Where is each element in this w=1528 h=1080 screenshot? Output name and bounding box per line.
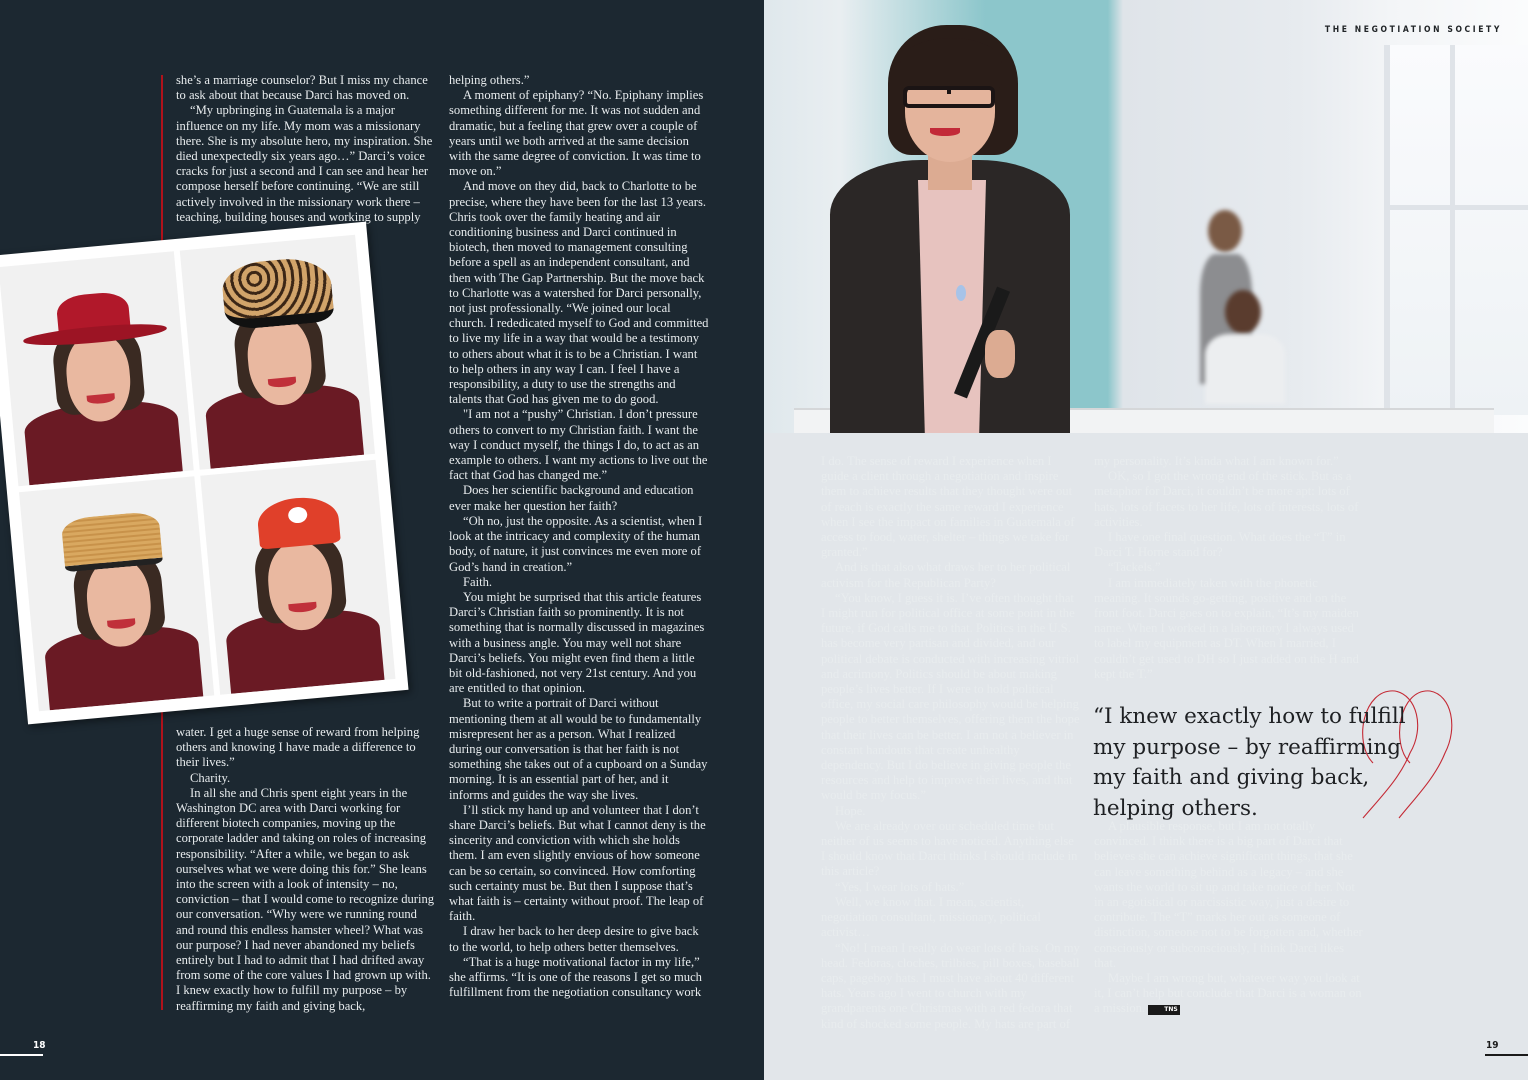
paragraph: she’s a marriage counselor? But I miss my chance to ask about that because Darci has moved on. bbox=[176, 73, 428, 103]
paragraph: "I am not a “pushy” Christian. I don’t pressure others to convert to my Christian faith. I want the way I conduct myself, the things I do, to act as an example to others. I want my actions to live out the fact that God has changed me.” bbox=[449, 407, 708, 483]
paragraph: You might be surprised that this article features Darci’s Christian faith so prominently. It is not something that is normally discussed in magazines with a business angle. You may well not share Darci’s beliefs. You might even find them a little bit old-fashioned, not very 21st century. And you are entitled to that opinion. bbox=[449, 589, 705, 696]
article-column-left-1-bottom bbox=[176, 725, 436, 1014]
article-column-left-2 bbox=[449, 73, 709, 1000]
paragraph: I draw her back to her deep desire to give back to the world, to help others better themselves. bbox=[449, 924, 699, 954]
folio-rule-left bbox=[0, 1054, 43, 1056]
photo-red-fedora bbox=[0, 251, 194, 486]
paragraph: Does her scientific background and education ever make her question her faith? bbox=[449, 483, 694, 513]
paragraph: “You know, I guess it is. I’ve often thought that I might run for political office at some point in the future, if God calls me to that. Politics in the U.S. has become very partisan and divided, and our political debate is conducted with increasing vitriol and acrimony. Politics should be about making people’s lives better. If I were to hold political office, my social care philosophy would be helping people to better themselves, offering them the hope that their lives can be better. I am not a believer in constant handouts that create unhealthy dependency. But I do believe in giving people the resources and help to improve their lives, and that would be my focus.” bbox=[821, 590, 1080, 803]
article-column-right-2-bottom bbox=[1094, 819, 1364, 1017]
paragraph: helping others.” bbox=[449, 73, 530, 87]
article-column-right-1 bbox=[821, 454, 1081, 1032]
subject-blouse bbox=[918, 180, 986, 433]
masthead: THE NEGOTIATION SOCIETY bbox=[1324, 25, 1502, 35]
paragraph: I’ll stick my hand up and volunteer that I don’t share Darci’s beliefs. But what I cannot deny is the sincerity and conviction with which she holds them. I am even slightly envious of how someone can be so certain, so convinced. How comforting such certainty must be. But then I suppose that’s what faith is – certainty without proof. The leap of faith. bbox=[449, 802, 706, 924]
hat-photo-collage bbox=[0, 222, 409, 725]
paragraph: “No! I mean I really do wear lots of hats. On my head. Fedoras, cloches, trilbies, pill boxes, baseball caps, pageboy hats. I must have about 40 different hats. Years ago I went to church with my grandparents one Christmas with a red fedora that kind of shocked some people. My hats are part of bbox=[821, 940, 1080, 1031]
tns-end-mark-icon: TNS bbox=[1148, 1005, 1179, 1015]
paragraph: OK, so I got the wrong end of the stick. But as a metaphor for Darci, it couldn’t be more apt: lots of hats, lots of facets to her life, lots of interests, lots of activities. bbox=[1094, 469, 1359, 529]
article-column-left-1-top bbox=[176, 73, 434, 225]
paragraph: We are already over our scheduled time but neither of us seems to have noticed. Anything else I should know that Darci thinks I should include in this article? bbox=[821, 818, 1078, 879]
paragraph: “Oh no, just the opposite. As a scientist, when I look at the intricacy and complexity of the human body, of nature, it just convinces me even more of God’s hand in creation.” bbox=[449, 513, 703, 574]
paragraph: And is that also what draws her to her political activism for the Republican Party? bbox=[821, 560, 1071, 590]
paragraph: In all she and Chris spent eight years in the Washington DC area with Darci working for different biotech companies, moving up the corporate ladder and taking on roles of increasing responsibility. “After a while, we began to ask ourselves what we were doing this for.” She leans into the screen with a look of intensity – no, conviction – that I would come to recognize during our conversation. “Why were we running round and round this endless hamster wheel? What was our purpose? I had never abandoned my beliefs entirely but I had to admit that I had drifted away from some of the core values I had grown up with. I knew exactly how to fulfill my purpose – by reaffirming my faith and giving back, bbox=[176, 785, 435, 1013]
paragraph: “My upbringing in Guatemala is a major influence on my life. My mom was a missionary there. She is my absolute hero, my inspiration. She died unexpectedly six years ago…” Darci’s voice cracks for just a second and I can see and hear her compose herself before continuing. “We are still actively involved in the missionary work there – teaching, building houses and working to supply bbox=[176, 103, 433, 224]
paragraph: I do. The sense of reward I experience when I guide a client through a negotiation and inspire them to achieve results that they thought were out of reach is exactly the same reward I experience when I see the impact on families in Guatemala of access to food, water, shelter – things we take for granted.” bbox=[821, 454, 1075, 560]
page-number-left: 18 bbox=[33, 1040, 46, 1051]
page-number-right: 19 bbox=[1486, 1040, 1499, 1051]
photo-straw-trilby bbox=[19, 476, 214, 711]
paragraph: Maybe I am wrong but, whatever way you look at it, I can’t help but conclude that Darci is a woman on a mission. TNS bbox=[1094, 971, 1362, 1016]
paragraph: I have one final question. What does the “T” in Darci T. Horne stand for? bbox=[1094, 530, 1346, 560]
paw-logo-icon bbox=[287, 506, 308, 524]
paragraph: water. I get a huge sense of reward from helping others and knowing I have made a difference to their lives.” bbox=[176, 725, 420, 770]
subject-pendant bbox=[956, 285, 966, 301]
paragraph: Hope. bbox=[835, 803, 866, 818]
paragraph: Well, we know that. I mean, scientist, negotiation consultant, missionary, political activist… bbox=[821, 894, 1041, 940]
paragraph: Faith. bbox=[463, 574, 493, 589]
paragraph: A moment of epiphany? “No. Epiphany implies something different for me. It was not sudden and dramatic, but a feeling that grew over a couple of years until we both arrived at the same decision with the same degree of conviction. It was time to move on.” bbox=[449, 88, 704, 179]
paragraph: And move on they did, back to Charlotte to be precise, where they have been for the last 13 years. Chris took over the family heating and air conditioning business and Darci continued in biotech, then moved to management consulting before a spell as an independent consultant, and then with The Gap Partnership. But the move back to Charlotte was a watershed for Darci personally, not just professionally. “We joined our local church. I rededicated myself to God and committed to live my life in a way that would be a testimony to others about what it is to be a Christian. I want to help others in any way I can. I feel I have a responsibility, a duty to use the strengths and talents that God has given me to do good. bbox=[449, 179, 709, 407]
subject-hand bbox=[985, 330, 1015, 378]
paragraph: “Tackels.” bbox=[1108, 560, 1161, 575]
paragraph: “That is a huge motivational factor in my life,” she affirms. “It is one of the reasons I get so much fulfillment from the negotiation consultancy work bbox=[449, 954, 702, 1000]
background-person-seated bbox=[1205, 290, 1295, 410]
paragraph: Charity. bbox=[190, 770, 231, 785]
pull-quote: “I knew exactly how to fulfill my purpose – by reaffirming my faith and giving back, helping others. bbox=[1093, 704, 1406, 821]
paragraph: I am immediately taken with the phonetic meaning. It sounds go-getting, positive and on the front foot. Darci goes on to explain, “It’s my maiden name. When I worked in a laboratory I always used to label my equipment as DT. When I married, I couldn’t get used to DH so I just added on the H and kept the T.” bbox=[1094, 575, 1359, 681]
photo-leopard-hat bbox=[180, 235, 375, 470]
paragraph: my personality. It’s kinda what I am known for.” bbox=[1094, 454, 1339, 468]
subject-bangs bbox=[900, 38, 1002, 88]
folio-rule-right bbox=[1485, 1054, 1528, 1056]
glasses-icon bbox=[903, 86, 995, 108]
paragraph: “Yes, I wear lots of hats.” bbox=[835, 879, 965, 894]
article-column-right-2-top bbox=[1094, 454, 1364, 682]
subject-lips bbox=[930, 128, 960, 136]
photo-baseball-cap bbox=[200, 460, 395, 695]
office-window bbox=[1384, 45, 1528, 415]
paragraph: A plausible response, but I am not totally convinced. I think there is a big part of Darci that believes she can achieve significant things, that she can leave something behind as a legacy – and she wants the world to sit up and take notice of her. Not in an egotistical or narcissistic way, just a desire to contribute. The “T” marks her out as someone of distinction, someone not to be forgotten and, whether consciously or subconsciously, I think Darci likes that. bbox=[1094, 819, 1363, 970]
paragraph: But to write a portrait of Darci without mentioning them at all would be to fundamentally misrepresent her as a person. What I realized during our conversation is that her faith is not something she takes out of a cupboard on a Sunday morning. It is an essential part of her, and it informs and guides the way she lives. bbox=[449, 696, 708, 802]
